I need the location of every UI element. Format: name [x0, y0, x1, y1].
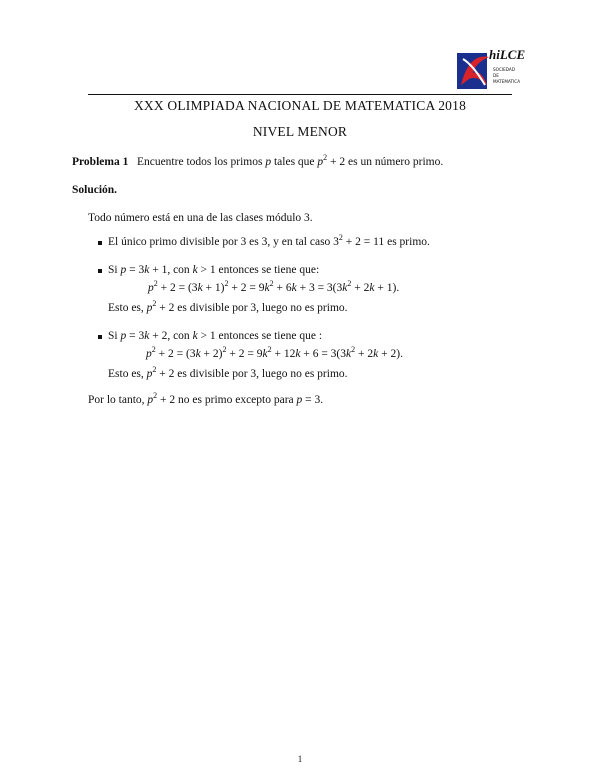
bullet-marker — [98, 241, 102, 245]
case-3-cond-a: , con — [167, 330, 190, 342]
page-number: 1 — [297, 754, 303, 764]
solution-intro: Todo número está en una de las clases módulo 3. — [88, 212, 313, 224]
math-p2-plus-2: $p^2 + 2$ — [146, 365, 175, 380]
document-subtitle: NIVEL MENOR — [252, 124, 348, 139]
math-p2-plus-2: $p^2 + 2$ — [147, 391, 176, 406]
math-p: p — [265, 156, 272, 168]
math-p-eq-3: p = 3. — [296, 394, 324, 406]
final-conclusion — [88, 391, 324, 406]
case-3-conclusion — [108, 365, 348, 380]
bullet-marker — [98, 335, 102, 339]
svg-text:SOCIEDAD: SOCIEDAD — [493, 67, 515, 72]
chilce-logo — [455, 45, 535, 93]
conclusion-b: no es primo excepto para — [178, 394, 294, 406]
math-k-gt-1: k > 1 — [192, 264, 216, 276]
case-3-esto-b: es divisible por 3, luego no es primo. — [177, 368, 348, 380]
document-title: XXX OLIMPIADA NACIONAL DE MATEMATICA 2018 — [133, 98, 467, 113]
problem-label: Problema 1 — [72, 156, 129, 168]
case-2-equation: $p^2 + 2 = (3k + 1)^2 + 2 = 9k^2 + 6k + 3 = 3(3k^2 + 2k + 1)$. — [148, 279, 400, 294]
case-1-text-a: El único primo divisible por 3 es 3, y en tal caso — [108, 236, 331, 248]
problem-text-a: Encuentre todos los primos — [136, 156, 263, 168]
math-3sq-eq-11: $3^2 + 2 = 11$ — [333, 233, 385, 248]
case-2-esto-b: es divisible por 3, luego no es primo. — [177, 302, 348, 314]
math-p-eq-3k-plus-2: p = 3k + 2 — [120, 330, 168, 342]
solution-label: Solución. — [72, 184, 118, 196]
case-2-si: Si — [108, 264, 118, 276]
case-3-esto-a: Esto es, — [108, 368, 144, 380]
case-1-text-b: es primo. — [387, 236, 430, 248]
problem-statement — [72, 153, 444, 168]
case-3-cond-b: entonces se tiene que : — [218, 330, 323, 342]
case-1-text — [108, 233, 430, 248]
svg-text:MATEMATICA: MATEMATICA — [493, 79, 521, 84]
math-p-eq-3k-plus-1: p = 3k + 1 — [120, 264, 168, 276]
case-3-si: Si — [108, 330, 118, 342]
math-k-gt-1: k > 1 — [192, 330, 216, 342]
case-3-condition — [108, 330, 322, 342]
math-p2-plus-2: $p^2 + 2$ — [146, 299, 175, 314]
case-2-conclusion — [108, 299, 348, 314]
math-p2-plus-2: $p^2 + 2$ — [317, 153, 346, 168]
problem-text-b: tales que — [273, 156, 315, 168]
svg-text:hiLCE: hiLCE — [489, 47, 526, 62]
svg-text:DE: DE — [493, 73, 499, 78]
case-2-esto-a: Esto es, — [108, 302, 144, 314]
problem-text-c: es un número primo. — [348, 156, 444, 168]
conclusion-a: Por lo tanto, — [88, 394, 145, 406]
case-2-cond-b: entonces se tiene que: — [218, 264, 320, 276]
bullet-marker — [98, 269, 102, 273]
case-3-equation: $p^2 + 2 = (3k + 2)^2 + 2 = 9k^2 + 12k + 6 = 3(3k^2 + 2k + 2)$. — [146, 345, 403, 360]
header-rule — [88, 94, 512, 95]
case-2-condition — [108, 264, 319, 276]
case-2-cond-a: , con — [167, 264, 190, 276]
